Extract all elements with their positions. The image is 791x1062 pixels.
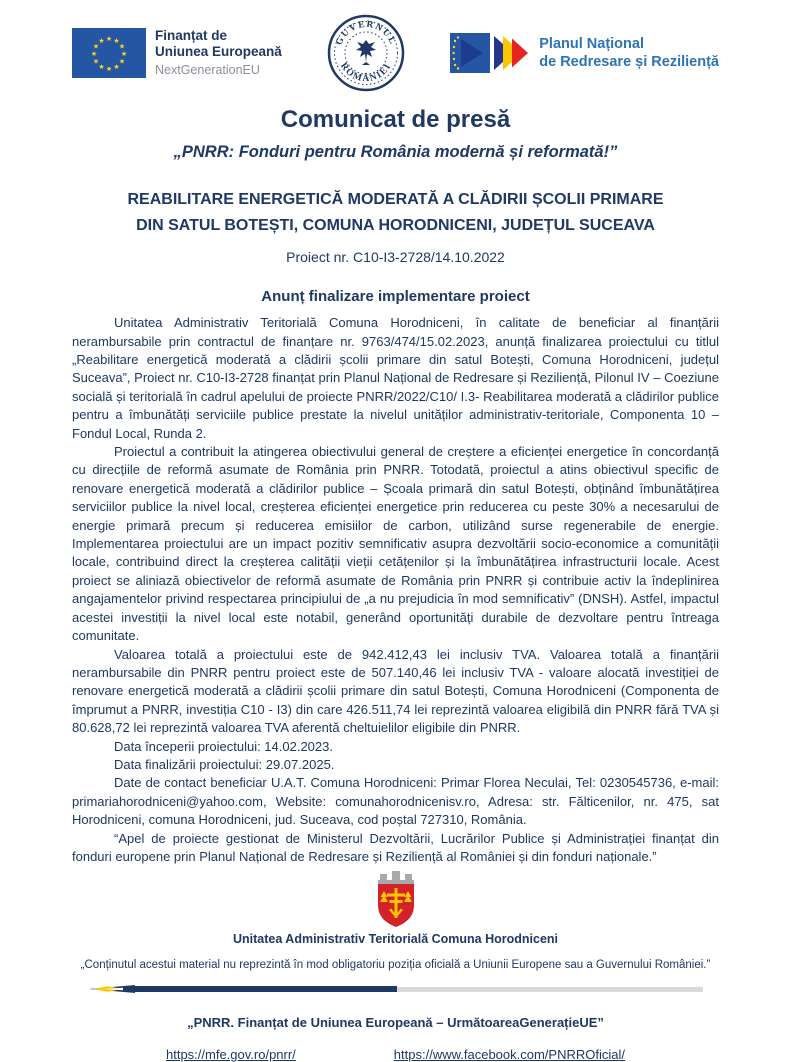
- footer-funding-line: „PNRR. Finanțat de Uniunea Europeană – UrmătoareaGenerațieUE”: [187, 1015, 604, 1031]
- horodniceni-coat-of-arms-icon: [373, 871, 419, 929]
- divider-gray-bar: [397, 987, 703, 992]
- facebook-pnrr-link[interactable]: https://www.facebook.com/PNRROficial/: [393, 1047, 625, 1062]
- footer-org-name: Unitatea Administrativ Teritorială Comuna Horodniceni: [232, 932, 559, 947]
- paragraph-values: Valoarea totală a proiectului este de 942.412,43 lei inclusiv TVA. Valoarea totală a finanțării nerambursabile din PNRR pentru proiect este de 507.140,46 lei inclusiv TVA - valoare alocată investiției de renovare energetică moderată a clădirii școlii primare din satul Botești, Comuna Horodniceni (Componenta de împrumut a PNRR, investiția C10 - I3) din care 426.511,74 lei reprezintă valoarea eligibilă din PNRR fără TVA și 80.628,72 lei reprezintă valoarea TVA aferentă cheltuielilor eligibile din PNRR.: [72, 646, 719, 736]
- paragraph-quote: “Apel de proiecte gestionat de Ministerul Dezvoltării, Lucrărilor Publice și Administrației finanțat din fonduri europene prin Planul Național de Redresare și Reziliență al României și din fonduri naționale.”: [72, 830, 719, 864]
- eu-logo-caption: [155, 28, 282, 78]
- project-number: Proiect nr. C10-I3-2728/14.10.2022: [286, 249, 505, 266]
- svg-text:★: ★: [113, 37, 120, 45]
- eu-flag-icon: [72, 28, 146, 78]
- paragraph-objectives: Proiectul a contribuit la atingerea obiectivului general de creștere a eficienței energetice în concordanță cu direcțiile de reformă asumate de România prin PNRR. Totodată, proiectul a atins obiectivul specific de renovare energetică moderată a clădirilor publice – Școala primară din satul Botești, obținând îmbunătățirea serviciilor publice la nivel local, creșterea eficienței energetice prin reducerea cu peste 30% a necesarului de energie primară precum și reducerea emisiilor de carbon, utilizând surse regenerabile de energie. Implementarea proiectului are un impact pozitiv semnificativ asupra dezvoltării socio-economice a comunității locale, contribuind direct la creșterea calității vieții cetățenilor și la îmbunătățirea infrastructurii locale. Acest proiect se aliniază obiectivelor de reformă asumate de România prin PNRR și contribuie activ la îndeplinirea angajamentelor privind respectarea principiului de „a nu prejudicia în mod semnificativ” (DNSH). Astfel, impactul acestei investiții la nivel local este notabil, generând oportunități durabile de dezvoltare pentru întreaga comunitate.: [72, 444, 719, 644]
- pnrr-arrows-icon: [450, 32, 532, 74]
- header-logo-row: [72, 14, 719, 92]
- svg-text:★: ★: [98, 63, 105, 71]
- gov-seal-top-text: GUVERNUL: [334, 19, 398, 47]
- divider-arrow-icon: [89, 984, 135, 994]
- section-heading: Anunț finalizare implementare proiect: [261, 288, 530, 306]
- eu-logo-line3: NextGenerationEU: [155, 62, 260, 77]
- eu-funding-logo: [72, 28, 282, 78]
- svg-text:★: ★: [120, 50, 128, 58]
- eu-logo-line1: Finanțat de: [155, 27, 228, 43]
- paragraph-start-date: Data începerii proiectului: 14.02.2023.: [114, 738, 333, 754]
- coat-of-arms-wrap: [72, 871, 719, 929]
- eu-logo-line2: Uniunea Europeană: [155, 44, 282, 60]
- svg-text:★: ★: [92, 42, 100, 51]
- footer-links: [72, 1047, 719, 1062]
- svg-text:★: ★: [113, 63, 120, 71]
- footer-divider: [89, 984, 703, 994]
- project-title-line2: DIN SATUL BOTEȘTI, COMUNA HORODNICENI, JUDEȚUL SUCEAVA: [136, 216, 655, 234]
- footer-disclaimer: „Conținutul acestui material nu reprezintă în mod obligatoriu poziția oficială a Uniunii Europene sau a Guvernului României.”: [80, 959, 711, 972]
- svg-text:★: ★: [90, 50, 98, 58]
- pnrr-logo-line1: Planul Național: [539, 35, 644, 52]
- svg-text:★: ★: [118, 57, 126, 66]
- divider-navy-bar: [135, 986, 397, 992]
- paragraph-end-date: Data finalizării proiectului: 29.07.2025.: [114, 756, 335, 772]
- press-release-body: [72, 314, 719, 866]
- svg-text:★: ★: [92, 57, 100, 66]
- pnrr-logo-caption: [539, 35, 719, 71]
- page-title: Comunicat de presă: [280, 106, 511, 133]
- mfe-pnrr-link[interactable]: https://mfe.gov.ro/pnrr/: [165, 1047, 296, 1062]
- svg-text:★: ★: [98, 37, 105, 45]
- pnrr-logo-line2: de Redresare și Reziliență: [539, 54, 719, 70]
- gov-romania-seal-icon: [327, 14, 405, 92]
- paragraph-contact: Date de contact beneficiar U.A.T. Comuna Horodniceni: Primar Florea Neculai, Tel: 0230545736, e-mail: primariahorodniceni@yahoo.com, Website: comunahorodnicenisv.ro, Adresa: str. Fălticenilor, nr. 475, sat Horodniceni, comuna Horodniceni, jud. Suceava, cod poștal 727310, România.: [72, 775, 719, 828]
- project-title-line1: REABILITARE ENERGETICĂ MODERATĂ A CLĂDIRII ȘCOLII PRIMARE: [127, 191, 664, 208]
- svg-text:★: ★: [105, 35, 113, 43]
- pnrr-motto: „PNRR: Fonduri pentru România modernă și reformată!”: [173, 143, 618, 161]
- svg-text:★: ★: [118, 42, 126, 51]
- paragraph-intro: Unitatea Administrativ Teritorială Comuna Horodniceni, în calitate de beneficiar al finanțării nerambursabile prin contractul de finanțare nr. 9763/474/15.02.2023, anunță finalizarea proiectului cu titlul „Reabilitare energetică moderată a clădirii școlii primare din satul Botești, Comuna Horodniceni, județul Suceava”, Proiect nr. C10-I3-2728 finanțat prin Planul Național de Redresare și Reziliență, Pilonul IV – Coeziune socială și teritorială în cadrul apelului de proiecte PNRR/2022/C10/ I.3- Reabilitarea moderată a clădirilor publice pentru a îmbunătăți serviciile publice prestate la nivelul unităților administrativ-teritoriale, Componenta 10 – Fondul Local, Runda 2.: [72, 315, 719, 441]
- pnrr-logo: [450, 32, 719, 74]
- svg-text:★: ★: [105, 65, 113, 73]
- project-title: [72, 187, 719, 238]
- gov-seal-bottom-text: ROMÂNIEI: [338, 61, 394, 85]
